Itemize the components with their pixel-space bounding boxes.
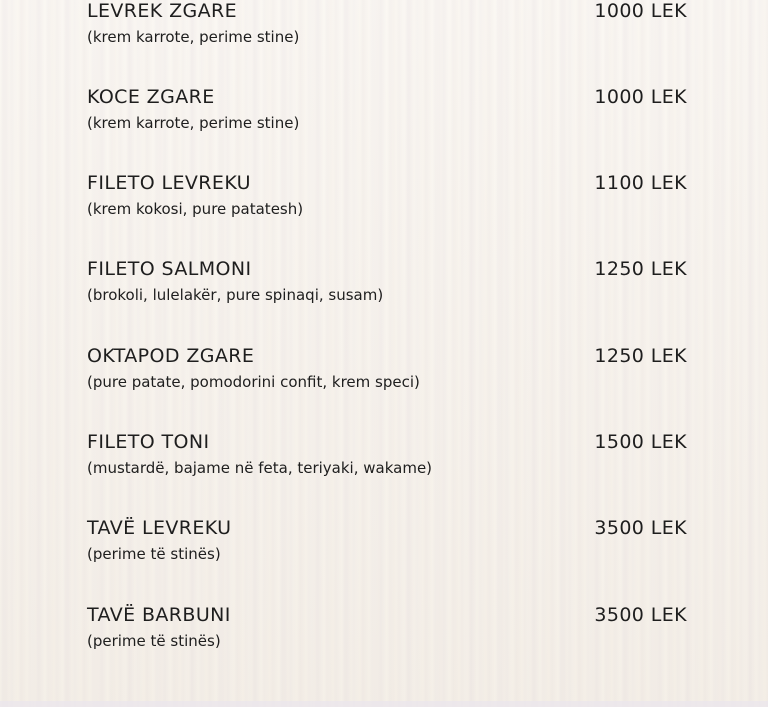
dish-name: KOCE ZGARE [87,86,215,108]
dish-name: FILETO LEVREKU [87,172,251,194]
dish-price: 1100 LEK [594,172,687,194]
dish-price: 1000 LEK [594,86,687,108]
dish-description: (perime të stinës) [87,545,221,563]
bottom-edge [0,701,768,707]
dish-name: FILETO TONI [87,431,210,453]
dish-name: FILETO SALMONI [87,258,252,280]
menu-item [87,345,687,405]
dish-price: 1500 LEK [594,431,687,453]
dish-name: TAVË LEVREKU [87,517,232,539]
dish-price: 1250 LEK [594,258,687,280]
menu-item [87,517,687,577]
dish-description: (krem karrote, perime stine) [87,114,300,132]
dish-price: 3500 LEK [594,604,687,626]
dish-description: (pure patate, pomodorini confit, krem speci) [87,373,420,391]
dish-price: 1000 LEK [594,0,687,22]
dish-description: (krem kokosi, pure patatesh) [87,200,304,218]
menu-item [87,0,687,60]
menu-item [87,172,687,232]
dish-description: (brokoli, lulelakër, pure spinaqi, susam) [87,286,384,304]
menu-item [87,604,687,664]
menu-item [87,86,687,146]
menu-item [87,258,687,318]
dish-name: OKTAPOD ZGARE [87,345,255,367]
dish-description: (perime të stinës) [87,632,221,650]
dish-name: TAVË BARBUNI [87,604,231,626]
dish-description: (mustardë, bajame në feta, teriyaki, wakame) [87,459,433,477]
dish-name: LEVREK ZGARE [87,0,238,22]
dish-price: 1250 LEK [594,345,687,367]
dish-description: (krem karrote, perime stine) [87,28,300,46]
menu-item [87,431,687,491]
dish-price: 3500 LEK [594,517,687,539]
